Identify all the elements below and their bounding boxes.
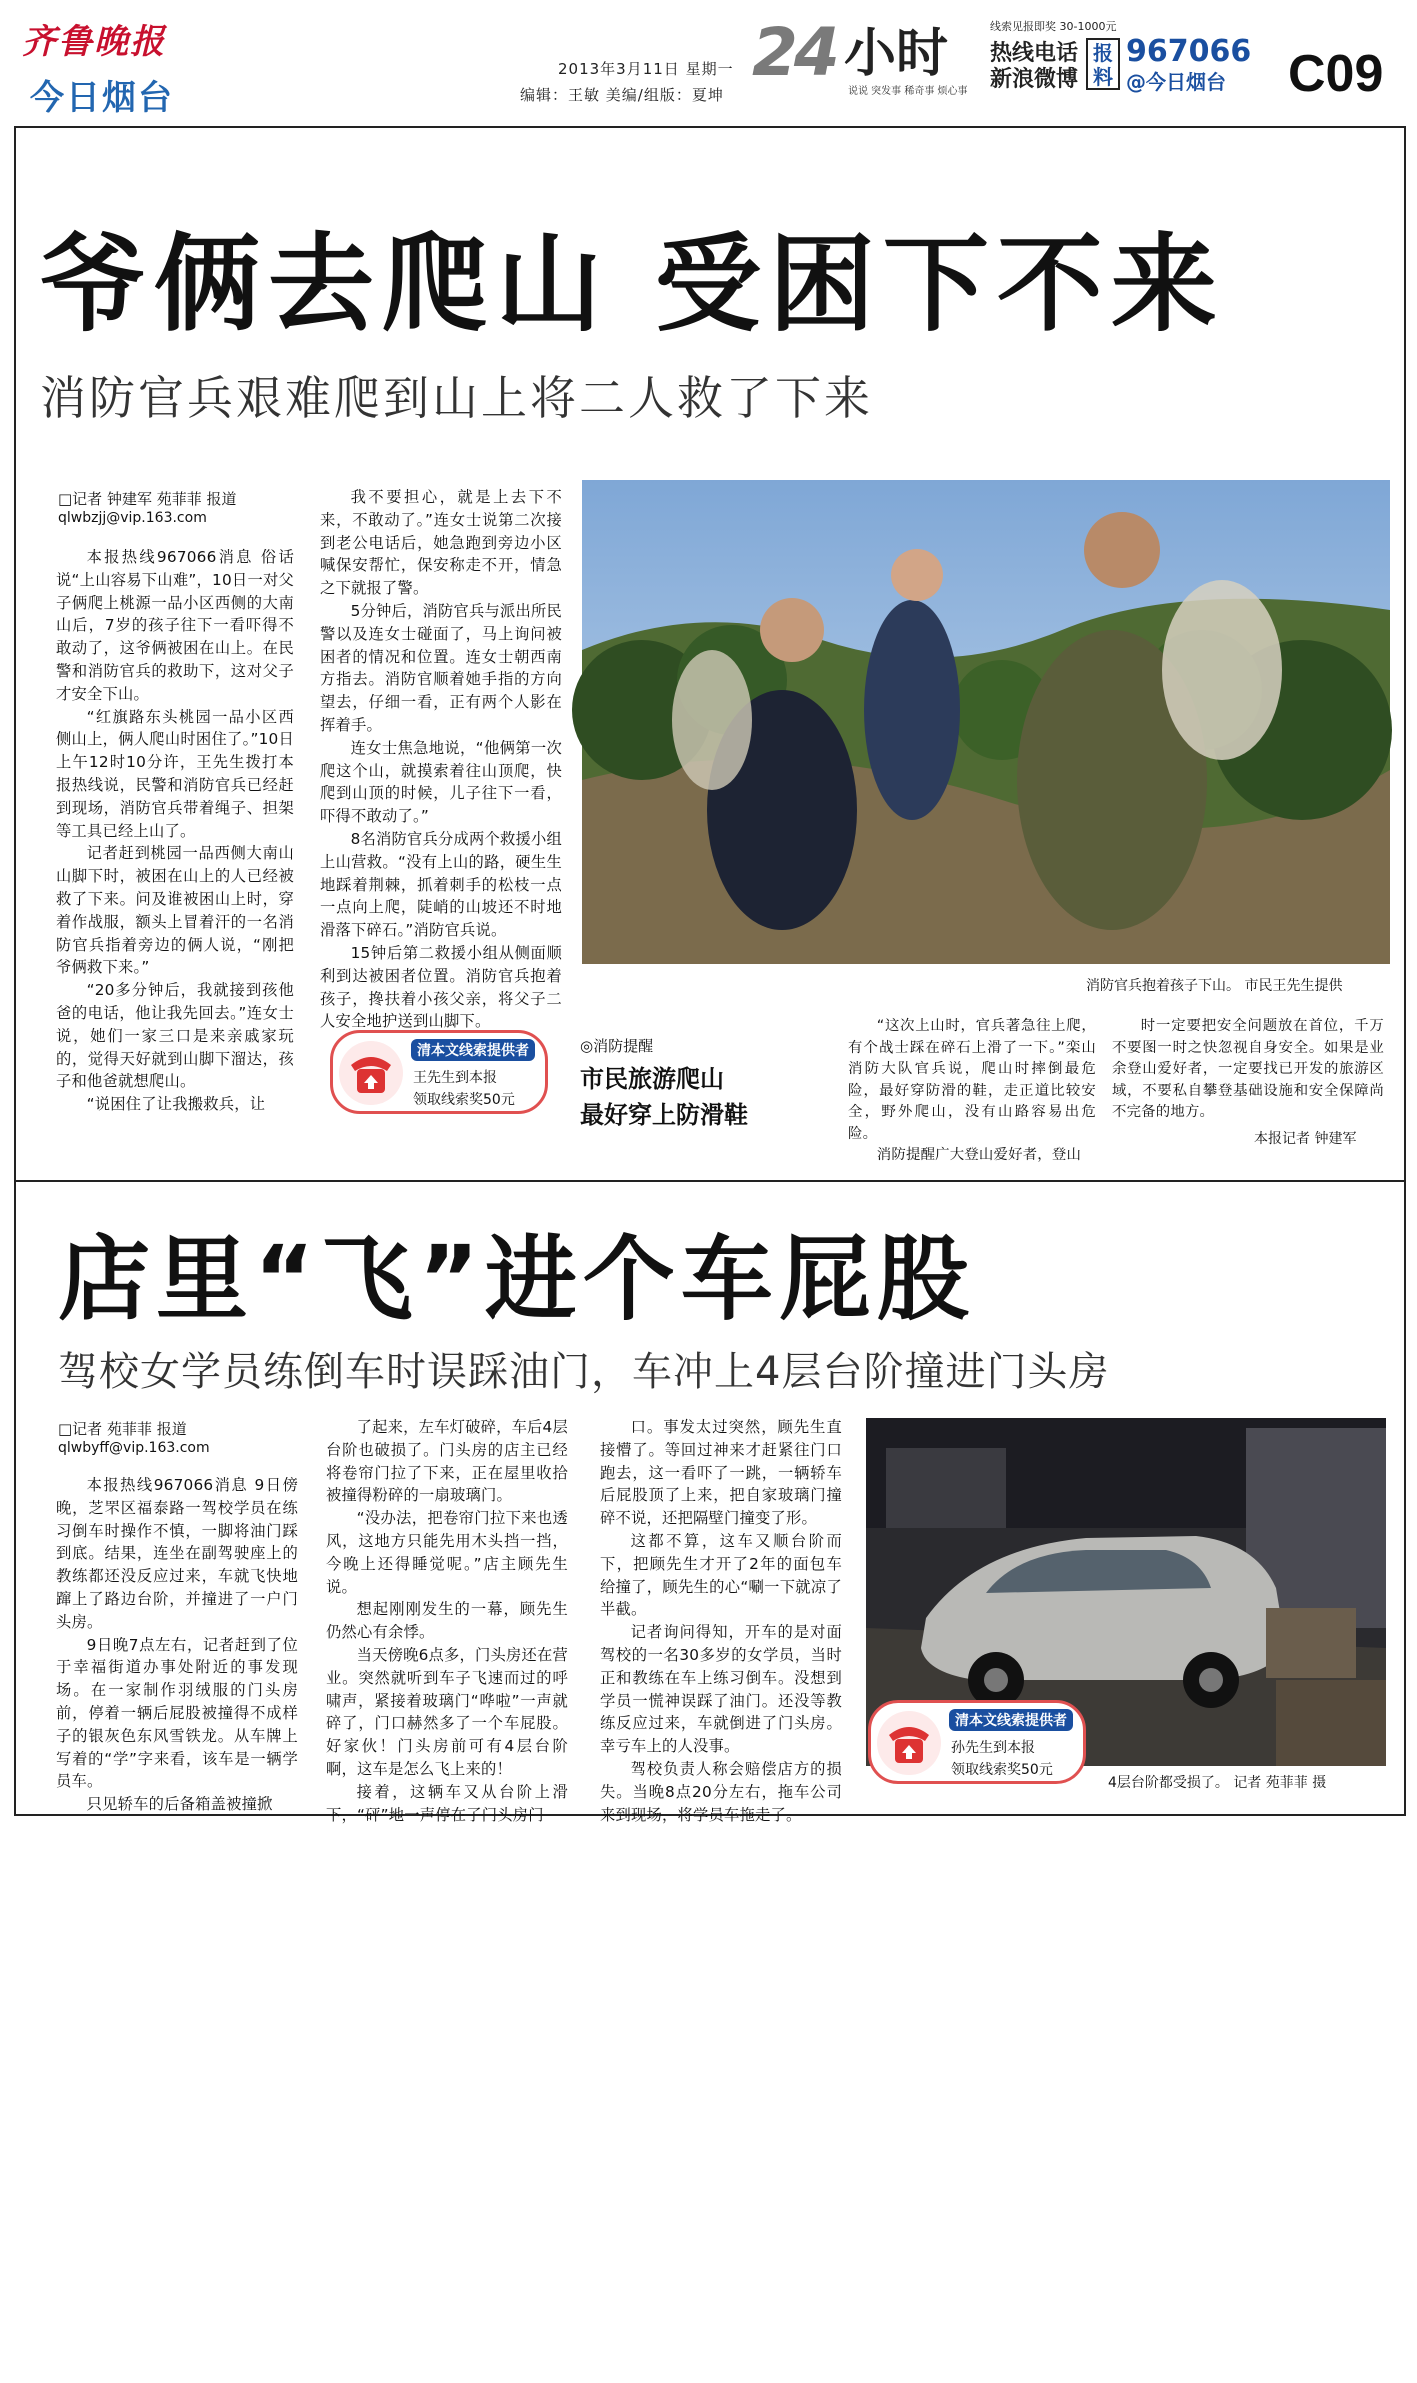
paragraph: 本报热线967066消息 俗话说“上山容易下山难”，10日一对父子俩爬上桃源一品小区西侧的大南山后，7岁的孩子往下一看吓得不敢动了，这爷俩被困在山上。在民警和消防官兵的救助下，这对父子才安全下山。: [56, 548, 294, 703]
paragraph: 9日晚7点左右，记者赶到了位于幸福街道办事处附近的事发现场。在一家制作羽绒服的门头房前，停着一辆后屁股被撞得不成样子的银灰色东风雪铁龙。从车牌上写着的“学”字来看，该车是一辆学员车。: [56, 1635, 298, 1791]
paragraph: “这次上山时，官兵著急往上爬，有个战士踩在碎石上滑了一下。”栾山消防大队官兵说，爬山时摔倒最危险，最好穿防滑的鞋，走正道比较安全，野外爬山，没有山路容易出危险。: [848, 1018, 1096, 1142]
story1-email: qlwbzjj@vip.163.com: [58, 510, 207, 526]
tip-column-2: [1112, 1016, 1384, 1128]
story2-byline: □记者 苑菲菲 报道: [58, 1420, 187, 1438]
hotline-phone: 967066: [1126, 34, 1252, 69]
paragraph: “20多分钟后，我就接到孩他爸的电话，他让我先回去。”连女士说，她们一家三口是来亲戚家玩的，觉得天好就到山脚下溜达，孩子和他爸就想爬山。: [56, 981, 294, 1091]
supplier-name: 孙先生到本报: [951, 1740, 1035, 1756]
story1-tip-reward-box: [330, 1030, 548, 1114]
paragraph: 时一定要把安全问题放在首位，千万不要图一时之快忽视自身安全。如果是业余登山爱好者，一定要找已开发的旅游区域，不要私自攀登基础设施和安全保障尚不完备的地方。: [1112, 1018, 1384, 1120]
story2-headline: 店里“飞”进个车屁股: [58, 1226, 975, 1333]
story1-byline: □记者 钟建军 苑菲菲 报道: [58, 490, 237, 508]
story2-subhead: 驾校女学员练倒车时误踩油门，车冲上4层台阶撞进门头房: [58, 1349, 1110, 1395]
paragraph: “说困住了让我搬救兵，让: [86, 1095, 266, 1114]
story2-column-2: [326, 1416, 568, 1824]
rescue-photo-caption: 消防官兵抱着孩子下山。 市民王先生提供: [1086, 978, 1343, 994]
logo-tagline: 说说 突发事 稀奇事 烦心事: [848, 86, 968, 97]
paragraph: “红旗路东头桃园一品小区西侧山上，俩人爬山时困住了。”10日上午12时10分许，王先生拨打本报热线说，民警和消防官兵已经赶到现场，消防官兵带着绳子、担架等工具已经上山了。: [56, 707, 294, 840]
story2-tip-reward-box: [868, 1700, 1086, 1784]
paragraph: 口。事发太过突然，顾先生直接懵了。等回过神来才赶紧往门口跑去，这一看吓了一跳，一辆轿车后屁股顶了上来，把自家玻璃门撞碎不说，还把隔壁门撞变了形。: [600, 1418, 842, 1528]
rescue-photo: [582, 480, 1390, 964]
paragraph: 这都不算，这车又顺台阶而下，把顾先生才开了2年的面包车给撞了，顾先生的心“唰一下就凉了半截。: [600, 1531, 842, 1619]
paragraph: 驾校负责人称会赔偿店方的损失。当晚8点20分左右，拖车公司来到现场，将学员车拖走了。: [600, 1759, 842, 1824]
paragraph: 记者询问得知，开车的是对面驾校的一名30多岁的女学员，当时正和教练在车上练习倒车。没想到学员一慌神误踩了油门。还没等教练反应过来，车就倒进了门头房。幸亏车上的人没事。: [600, 1623, 842, 1756]
newspaper-brand: 齐鲁晚报: [22, 22, 166, 62]
paragraph: 本报热线967066消息 9日傍晚，芝罘区福泰路一驾校学员在练习倒车时操作不慎，一脚将油门踩到底。结果，连坐在副驾驶座上的教练都还没反应过来，车就飞快地蹿上了路边台阶，并撞进了一户门头房。: [56, 1476, 298, 1631]
supplier-header: 清本文线索提供者: [949, 1709, 1073, 1731]
supplier-reward: 领取线索奖50元: [951, 1762, 1053, 1778]
baoliao-badge: 报料: [1086, 38, 1120, 90]
crashed-car-caption: 4层台阶都受损了。 记者 苑菲菲 摄: [1108, 1775, 1327, 1791]
story2-column-3: [600, 1416, 842, 1824]
paragraph: 5分钟后，消防官兵与派出所民警以及连女士碰面了，马上询问被困者的情况和位置。连女士朝西南方指去。消防官顺着她手指的方向望去，仔细一看，正有两个人影在挥着手。: [320, 601, 562, 734]
logo-number: 24: [752, 14, 836, 91]
tip-signature: 本报记者 钟建军: [1254, 1131, 1357, 1147]
paragraph: 当天傍晚6点多，门头房还在营业。突然就听到车子飞速而过的呼啸声，紧接着玻璃门“哗啦”一声就碎了，门口赫然多了一个车屁股。好家伙！门头房前可有4层台阶啊，这车是怎么飞上来的！: [326, 1645, 568, 1778]
story1-headline: 爷俩去爬山 受困下不来: [40, 223, 1225, 346]
supplier-name: 王先生到本报: [413, 1070, 497, 1086]
paragraph: 想起刚刚发生的一幕，顾先生仍然心有余悸。: [326, 1600, 568, 1642]
weibo-account: @今日烟台: [1126, 70, 1226, 94]
story1-subhead: 消防官兵艰难爬到山上将二人救了下来: [40, 371, 873, 425]
paragraph: “没办法，把卷帘门拉下来也透风，这地方只能先用木头挡一挡，今晚上还得睡觉呢。”店主顾先生说。: [326, 1509, 568, 1596]
phone-icon: [337, 1039, 405, 1107]
editors-credit: 编辑：王敏 美编/组版：夏坤: [520, 86, 724, 104]
page-number: C09: [1288, 45, 1384, 103]
paragraph: 消防提醒广大登山爱好者，登山: [876, 1147, 1082, 1163]
paragraph: 接着，这辆车又从台阶上滑下，“砰”地一声停在了门头房门: [326, 1782, 568, 1824]
story1-column-1: [56, 546, 294, 1126]
weibo-label: 新浪微博: [990, 67, 1079, 92]
tip-title-line2: 最好穿上防滑鞋: [580, 1101, 748, 1129]
paragraph: 我不要担心，就是上去下不来，不敢动了。”连女士说第二次接到老公电话后，她急跑到旁边小区喊保安帮忙，保安称走不开，情急之下就报了警。: [320, 488, 562, 598]
paragraph: 15钟后第二救援小组从侧面顺利到达被困者位置。消防官兵抱着孩子，搀扶着小孩父亲，将父子二人安全地护送到山脚下。: [320, 943, 562, 1031]
tip-tag: ◎消防提醒: [580, 1037, 654, 1055]
logo-text: 小时: [844, 24, 949, 84]
paragraph: 了起来，左车灯破碎，车后4层台阶也破损了。门头房的店主已经将卷帘门拉了下来，正在屋里收拾被撞得粉碎的一扇玻璃门。: [326, 1418, 568, 1505]
story2-email: qlwbyff@vip.163.com: [58, 1440, 210, 1456]
issue-date: 2013年3月11日 星期一: [558, 60, 734, 78]
section-name: 今日烟台: [30, 78, 174, 118]
24-hours-logo: [752, 16, 972, 98]
story1-column-2: [320, 486, 562, 1032]
story2-column-1: [56, 1474, 298, 1814]
paragraph: 连女士焦急地说，“他俩第一次爬这个山，就摸索着往山顶爬，快爬到山顶的时候，儿子往下一看，吓得不敢动了。”: [320, 738, 562, 826]
paragraph: 8名消防官兵分成两个救援小组上山营救。“没有上山的路，硬生生地踩着荆棘，抓着刺手的松枝一点一点向上爬，陡峭的山坡还不时地滑落下碎石。”消防官兵说。: [320, 829, 562, 940]
story-divider: [14, 1180, 1406, 1182]
supplier-header: 清本文线索提供者: [411, 1039, 535, 1061]
paragraph: 记者赶到桃园一品西侧大南山山脚下时，被困在山上的人已经被救了下来。问及谁被困山上时，穿着作战服，额头上冒着汗的一名消防官兵指着旁边的俩人说，“刚把爷俩救下来。”: [56, 844, 294, 977]
paragraph: 只见轿车的后备箱盖被撞掀: [86, 1795, 273, 1814]
tip-column-1: [848, 1016, 1096, 1163]
hotline-reward-note: 线索见报即奖 30-1000元: [990, 20, 1117, 33]
phone-icon: [875, 1709, 943, 1777]
hotline-label: 热线电话: [990, 41, 1079, 66]
tip-title-line1: 市民旅游爬山: [580, 1065, 724, 1093]
supplier-reward: 领取线索奖50元: [413, 1092, 515, 1108]
